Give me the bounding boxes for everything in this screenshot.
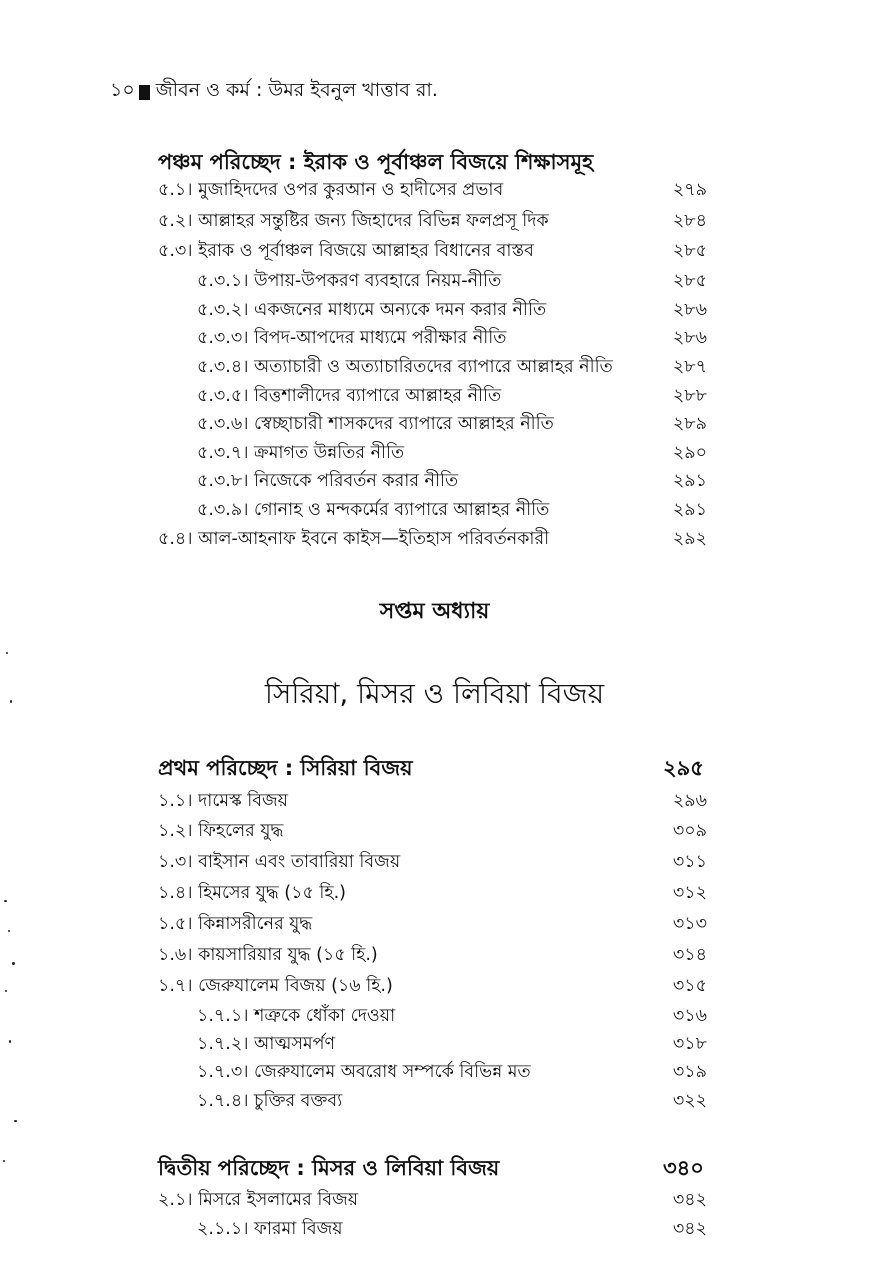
toc-entry: ১.৩। বাইসান এবং তাবারিয়া বিজয় ৩১১: [158, 852, 707, 872]
toc-subentry: ৫.৩.৯। গোনাহ ও মন্দকর্মের ব্যাপারে আল্লাহর নীতি ২৯১: [197, 500, 707, 520]
toc-entry: ৫.১। মুজাহিদদের ওপর কুরআন ও হাদীসের প্রভাব ২৭৯: [158, 180, 707, 200]
toc-subentry: ১.৭.৩। জেরুযালেম অবরোধ সম্পর্কে বিভিন্ন মত ৩১৯: [197, 1062, 707, 1082]
toc-subentry: ২.১.১। ফারমা বিজয় ৩৪২: [197, 1219, 707, 1239]
scan-speck: [4, 900, 7, 902]
toc-entry: ১.২। ফিহলের যুদ্ধ ৩০৯: [158, 821, 707, 841]
toc-entry: ১.৬। কায়সারিয়ার যুদ্ধ (১৫ হি.) ৩১৪: [158, 945, 707, 965]
section-heading-5: পঞ্চম পরিচ্ছেদ : ইরাক ও পূর্বাঞ্চল বিজয়ে শিক্ষাসমূহ: [158, 150, 594, 174]
toc-entry: ১.৫। কিন্নাসরীনের যুদ্ধ ৩১৩: [158, 914, 707, 934]
scan-speck: [8, 930, 10, 932]
toc-subentry: ১.৭.২। আত্মসমর্পণ ৩১৮: [197, 1034, 707, 1054]
section-page: ৩৪০: [663, 1156, 704, 1180]
toc-subentry: ৫.৩.৪। অত্যাচারী ও অত্যাচারিতদের ব্যাপারে আল্লাহর নীতি ২৮৭: [197, 357, 707, 377]
toc-subentry: ৫.৩.৩। বিপদ-আপদের মাধ্যমে পরীক্ষার নীতি ২৮৬: [197, 328, 707, 348]
toc-subentry: ৫.৩.৬। স্বেচ্ছাচারী শাসকদের ব্যাপারে আল্লাহর নীতি ২৮৯: [197, 414, 707, 434]
toc-subentry: ৫.৩.২। একজনের মাধ্যমে অন্যকে দমন করার নীতি ২৮৬: [197, 300, 707, 320]
section-page: ২৯৫: [663, 756, 704, 780]
section-heading-2: দ্বিতীয় পরিচ্ছেদ : মিসর ও লিবিয়া বিজয় ৩৪০: [158, 1152, 499, 1187]
toc-subentry: ৫.৩.৮। নিজেকে পরিবর্তন করার নীতি ২৯১: [197, 471, 707, 491]
page-number: ১০: [110, 79, 135, 101]
scan-speck: [12, 962, 15, 965]
toc-entry: ৫.৩। ইরাক ও পূর্বাঞ্চল বিজয়ে আল্লাহর বিধানের বাস্তব ২৮৫: [158, 241, 707, 261]
toc-subentry: ১.৭.১। শত্রুকে ধোঁকা দেওয়া ৩১৬: [197, 1006, 707, 1026]
scan-speck: [10, 700, 12, 703]
square-bullet-icon: [139, 85, 150, 100]
running-head: [110, 76, 438, 108]
toc-subentry: ৫.৩.৭। ক্রমাগত উন্নতির নীতি ২৯০: [197, 443, 707, 463]
section-heading-1: প্রথম পরিচ্ছেদ : সিরিয়া বিজয় ২৯৫: [158, 752, 413, 787]
toc-entry: ১.৭। জেরুযালেম বিজয় (১৬ হি.) ৩১৫: [158, 976, 707, 996]
book-title: জীবন ও কর্ম : উমর ইবনুল খাত্তাব রা.: [155, 79, 438, 101]
toc-entry: ৫.২। আল্লাহর সন্তুষ্টির জন্য জিহাদের বিভিন্ন ফলপ্রসূ দিক ২৮৪: [158, 211, 707, 231]
toc-subentry: ১.৭.৪। চুক্তির বক্তব্য ৩২২: [197, 1091, 707, 1111]
toc-subentry: ৫.৩.৫। বিত্তশালীদের ব্যাপারে আল্লাহর নীতি ২৮৮: [197, 386, 707, 406]
scan-speck: [3, 1160, 5, 1162]
toc-entry: ১.১। দামেস্ক বিজয় ২৯৬: [158, 791, 707, 811]
chapter-title: সিরিয়া, মিসর ও লিবিয়া বিজয়: [264, 677, 605, 710]
toc-entry: ১.৪। হিমসের যুদ্ধ (১৫ হি.) ৩১২: [158, 883, 707, 903]
toc-entry: ২.১। মিসরে ইসলামের বিজয় ৩৪২: [158, 1190, 707, 1210]
toc-entry: ৫.৪। আল-আহনাফ ইবনে কাইস—ইতিহাস পরিবর্তনকারী ২৯২: [158, 529, 707, 549]
scan-speck: [5, 990, 7, 992]
scan-speck: [14, 1120, 17, 1122]
scan-speck: [9, 1040, 11, 1043]
toc-subentry: ৫.৩.১। উপায়-উপকরণ ব্যবহারে নিয়ম-নীতি ২৮৫: [197, 271, 707, 291]
scan-speck: [6, 652, 8, 654]
chapter-label: সপ্তম অধ্যায়: [379, 599, 490, 624]
